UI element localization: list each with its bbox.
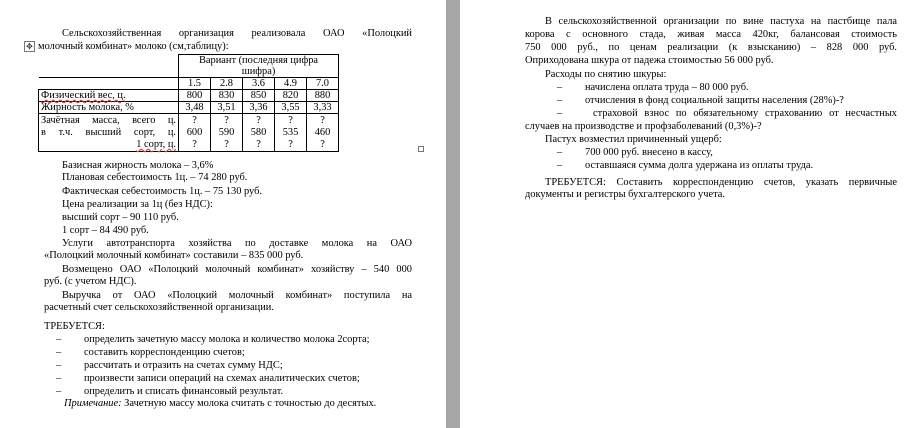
transport-line-1: Услуги автотранспорта хозяйства по доставке молока на ОАО xyxy=(62,238,412,249)
list-item-text: 700 000 руб. внесено в кассу, xyxy=(585,147,713,158)
variant-header-2: 2.8 xyxy=(211,78,243,90)
note-label: Примечание: xyxy=(64,398,122,409)
intro-line-2: молочный комбинат» молоко (см,таблицу): xyxy=(38,41,229,52)
list-item xyxy=(56,373,360,385)
row-label: Физический вес, ц. xyxy=(41,90,126,101)
table-cell: 3,51 xyxy=(211,102,243,114)
table-move-handle-icon[interactable]: ✥ xyxy=(24,41,35,52)
list-item xyxy=(557,82,749,94)
reimbursement-line-1: Возмещено ОАО «Полоцкий молочный комбинат» хозяйству – 540 000 xyxy=(62,264,412,275)
reimbursement-line-2: руб. (с учетом НДС). xyxy=(44,276,137,287)
task-text: составить корреспонденцию счетов; xyxy=(84,347,245,358)
table-cell: 880 xyxy=(307,90,339,102)
list-item xyxy=(56,334,370,346)
case-line-1: В сельскохозяйственной организации по вине пастуха на пастбище пала xyxy=(545,16,897,27)
variants-table xyxy=(38,54,339,152)
table-cell: ? xyxy=(288,114,293,126)
page-gap xyxy=(446,0,460,428)
variant-header-3: 3.6 xyxy=(243,78,275,90)
table-variant-label-cell xyxy=(39,78,179,90)
table-cell: 850 xyxy=(243,90,275,102)
list-item xyxy=(56,347,245,359)
text-line: Плановая себестоимость 1ц. – 74 280 руб. xyxy=(62,172,248,183)
intro-line-1: Сельскохозяйственная организация реализовала ОАО «Полоцкий xyxy=(62,28,412,39)
row-label: 1 сорт, ц. xyxy=(136,139,176,150)
list-item xyxy=(557,160,813,172)
bullet-dash: – xyxy=(557,147,563,158)
case-line-4: Оприходована шкура от падежа стоимостью 56 000 руб. xyxy=(525,55,774,66)
skin-expenses-heading: Расходы по снятию шкуры: xyxy=(545,69,667,80)
table-cell: 820 xyxy=(275,90,307,102)
row-label: в т.ч. высший сорт, ц. xyxy=(41,127,176,138)
table-cell: 590 xyxy=(218,126,235,138)
task-text: рассчитать и отразить на счетах сумму НДС; xyxy=(84,360,283,371)
text-line: Базисная жирность молока – 3,6% xyxy=(62,160,214,171)
bullet-dash: – xyxy=(557,82,563,93)
bullet-dash: – xyxy=(557,95,563,106)
case-line-2: корова с основного стада, живая масса 420кг, балансовая стоимость xyxy=(525,29,897,40)
row-label: Жирность молока, % xyxy=(39,102,179,114)
task-text: произвести записи операций на схемах аналитических счетов; xyxy=(84,373,360,384)
bullet-dash: – xyxy=(56,360,62,371)
requirement-line-2: документы и регистры бухгалтерского учета. xyxy=(525,189,725,200)
revenue-line-1: Выручка от ОАО «Полоцкий молочный комбинат» поступила на xyxy=(62,290,412,301)
transport-line-2: «Полоцкий молочный комбинат» составили – 835 000 руб. xyxy=(44,250,304,261)
list-item-text: оставшаяся сумма долга удержана из оплаты труда. xyxy=(585,160,814,171)
bullet-dash: – xyxy=(56,373,62,384)
table-cell: 3,55 xyxy=(275,102,307,114)
table-cell: ? xyxy=(320,138,325,150)
table-row xyxy=(39,102,339,114)
bullet-dash: – xyxy=(56,334,62,345)
table-row-mass xyxy=(39,114,339,152)
table-cell: 580 xyxy=(250,126,267,138)
table-cell: ? xyxy=(288,138,293,150)
table-header: Вариант (последняя цифра шифра) xyxy=(179,55,339,78)
note-text: Зачетную массу молока считать с точностью до десятых. xyxy=(121,398,377,409)
text-line: Цена реализации за 1ц (без НДС): xyxy=(62,199,213,210)
variant-header-4: 4.9 xyxy=(275,78,307,90)
table-row xyxy=(39,90,339,102)
bullet-dash: – xyxy=(56,386,62,397)
table-cell: 3,33 xyxy=(307,102,339,114)
list-item-text: начислена оплата труда – 80 000 руб. xyxy=(585,82,749,93)
bullet-dash: – xyxy=(557,108,563,119)
variant-header-1: 1.5 xyxy=(179,78,211,90)
list-item xyxy=(557,108,897,120)
table-cell: ? xyxy=(192,138,197,150)
table-cell: 3,48 xyxy=(179,102,211,114)
variant-header-5: 7.0 xyxy=(307,78,339,90)
bullet-dash: – xyxy=(56,347,62,358)
revenue-line-2: расчетный счет сельскохозяйственной организации. xyxy=(44,302,274,313)
requirement-line-1: ТРЕБУЕТСЯ: Составить корреспонденцию счетов, указать первичные xyxy=(545,177,897,188)
row-label: Зачётная масса, всего ц. xyxy=(41,115,176,126)
task-text: определить зачетную массу молока и количество молока 2сорта; xyxy=(84,334,370,345)
table-cell: ? xyxy=(320,114,325,126)
list-item xyxy=(557,147,713,159)
text-line: 1 сорт – 84 490 руб. xyxy=(62,225,149,236)
task-text: определить и списать финансовый результат. xyxy=(84,386,284,397)
table-cell: ? xyxy=(256,114,261,126)
shepherd-heading: Пастух возместил причиненный ущерб: xyxy=(545,134,722,145)
list-item xyxy=(56,360,283,372)
bullet-dash: – xyxy=(557,160,563,171)
right-document-page xyxy=(460,0,916,428)
left-document-page xyxy=(0,0,446,428)
table-cell: 830 xyxy=(211,90,243,102)
list-item xyxy=(557,95,844,107)
table-cell: ? xyxy=(224,114,229,126)
table-cell: 460 xyxy=(314,126,331,138)
list-item-text: отчисления в фонд социальной защиты населения (28%)-? xyxy=(585,95,844,106)
note xyxy=(64,398,376,410)
case-line-3: 750 000 руб., по ценам реализации (к взысканию) – 828 000 руб. xyxy=(525,42,897,53)
insurance-line-2: случаев на производстве и профзаболеваний (0,3%)-? xyxy=(525,121,762,132)
text-line: высший сорт – 90 110 руб. xyxy=(62,212,179,223)
list-item-text: страховой взнос по обязательному страхованию от несчастных xyxy=(593,108,897,119)
table-cell: ? xyxy=(192,114,197,126)
table-cell: ? xyxy=(224,138,229,150)
table-cell: 600 xyxy=(186,126,203,138)
table-resize-handle[interactable] xyxy=(418,146,424,152)
required-heading: ТРЕБУЕТСЯ: xyxy=(44,321,105,332)
table-cell: 800 xyxy=(179,90,211,102)
table-cell: 3,36 xyxy=(243,102,275,114)
table-corner xyxy=(39,55,179,78)
list-item xyxy=(56,386,283,398)
text-line: Фактическая себестоимость 1ц. – 75 130 руб. xyxy=(62,186,262,197)
table-cell: 535 xyxy=(282,126,299,138)
table-cell: ? xyxy=(256,138,261,150)
